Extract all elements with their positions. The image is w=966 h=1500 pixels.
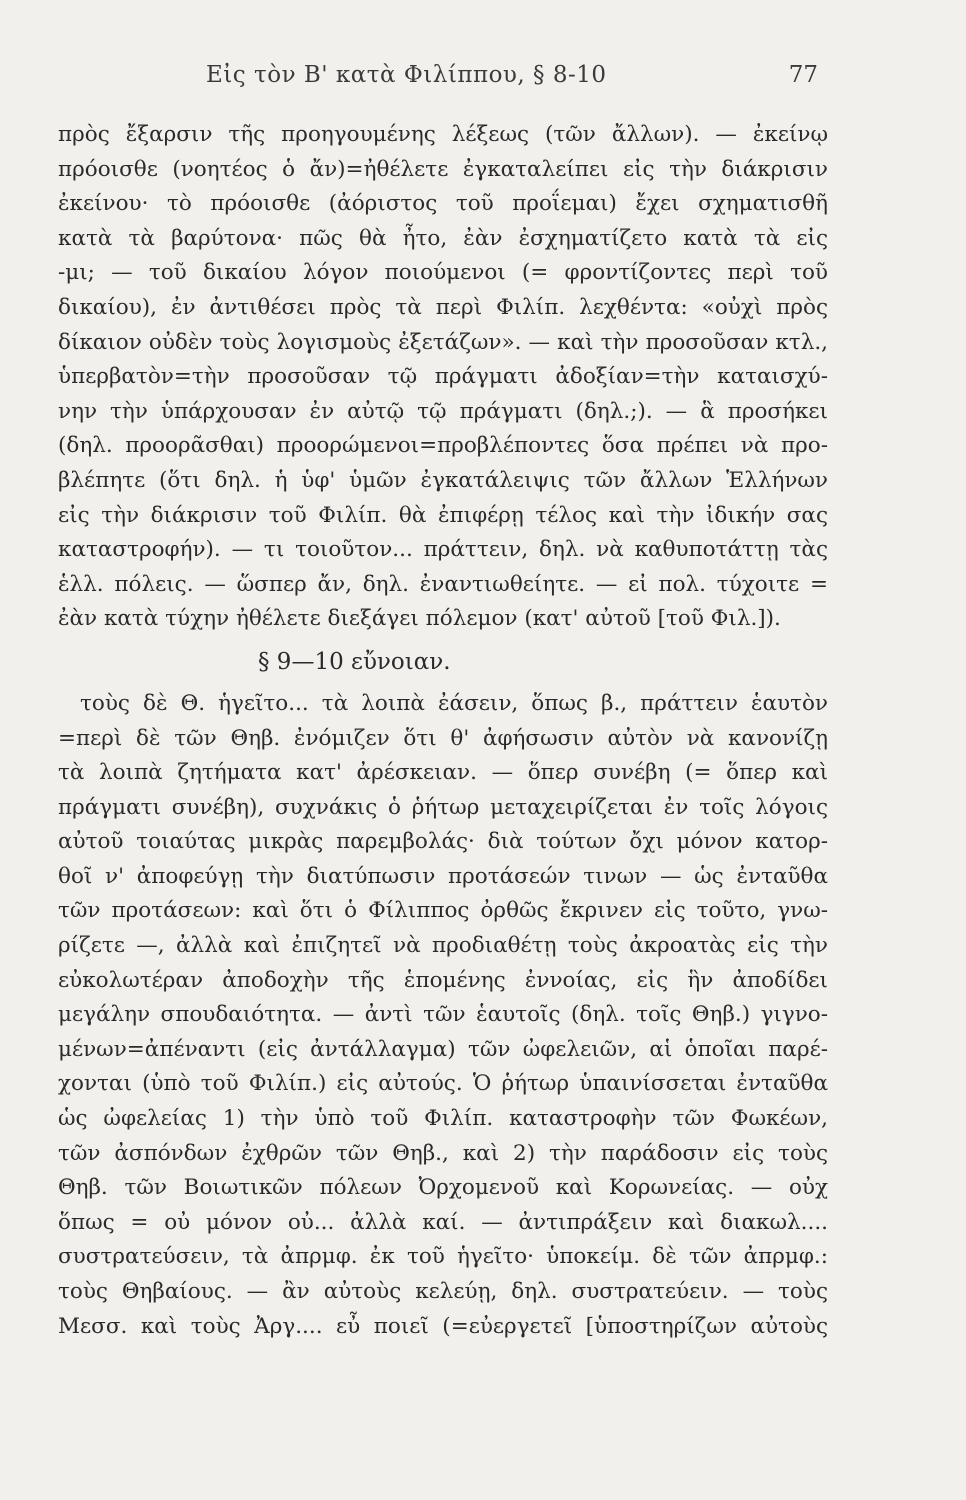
text-line: ὅπως = οὐ μόνον οὐ... ἀλλὰ καί. — ἀντιπράξειν καὶ διακωλ....	[58, 1209, 828, 1235]
text-line: τῶν προτάσεων: καὶ ὅτι ὁ Φίλιππος ὀρθῶς ἔκρινεν εἰς τοῦτο, γνω-	[58, 898, 828, 924]
page-number: 77	[788, 62, 818, 88]
text-line: δίκαιον οὐδὲν τοὺς λογισμοὺς ἐξετάζων». — καὶ τὴν προσοῦσαν κτλ.,	[58, 329, 828, 355]
text-line: χονται (ὑπὸ τοῦ Φιλίπ.) εἰς αὐτούς. Ὁ ῥήτωρ ὑπαινίσσεται ἐνταῦθα	[58, 1071, 828, 1097]
text-line: ἐκείνου· τὸ πρόοισθε (ἀόριστος τοῦ προΐεμαι) ἔχει σχηματισθῆ	[58, 191, 828, 217]
text-line: βλέπητε (ὅτι δηλ. ἡ ὑφ' ὑμῶν ἐγκατάλειψις τῶν ἄλλων Ἑλλήνων	[58, 467, 828, 493]
page	[58, 0, 828, 1500]
text-line: θοῖ ν' ἀποφεύγῃ τὴν διατύπωσιν προτάσεών τινων — ὡς ἐνταῦθα	[58, 863, 828, 889]
paragraph-1	[58, 118, 828, 637]
text-line: κατὰ τὰ βαρύτονα· πῶς θὰ ἦτο, ἐὰν ἐσχηματίζετο κατὰ τὰ εἰς	[58, 225, 828, 251]
text-line: τὰ λοιπὰ ζητήματα κατ' ἀρέσκειαν. — ὅπερ συνέβη (= ὅπερ καὶ	[58, 760, 828, 786]
text-line: πράγματι συνέβη), συχνάκις ὁ ῥήτωρ μεταχειρίζεται ἐν τοῖς λόγοις	[58, 794, 828, 820]
text-line: συστρατεύσειν, τὰ ἀπρμφ. ἐκ τοῦ ἡγεῖτο· ὑποκείμ. δὲ τῶν ἀπρμφ.:	[58, 1244, 828, 1270]
text-line: πρὸς ἔξαρσιν τῆς προηγουμένης λέξεως (τῶν ἄλλων). — ἐκείνῳ	[58, 122, 828, 147]
text-line: δικαίου), ἐν ἀντιθέσει πρὸς τὰ περὶ Φιλίπ. λεχθέντα: «οὐχὶ πρὸς	[58, 294, 828, 320]
text-line: τῶν ἀσπόνδων ἐχθρῶν τῶν Θηβ., καὶ 2) τὴν παράδοσιν εἰς τοὺς	[58, 1140, 828, 1166]
text-line: τοὺς δὲ Θ. ἡγεῖτο... τὰ λοιπὰ ἐάσειν, ὅπως β., πράττειν ἑαυτὸν	[80, 690, 828, 716]
section-heading: § 9—10 εὔνοιαν.	[258, 648, 451, 675]
text-line: ὑπερβατὸν=τὴν προσοῦσαν τῷ πράγματι ἀδοξίαν=τὴν καταισχύ-	[58, 364, 828, 390]
text-line: νην τὴν ὑπάρχουσαν ἐν αὐτῷ τῷ πράγματι (δηλ.;). — ἃ προσήκει	[58, 398, 828, 424]
text-line: -μι; — τοῦ δικαίου λόγον ποιούμενοι (= φροντίζοντες περὶ τοῦ	[58, 260, 828, 286]
text-line: αὐτοῦ τοιαύτας μικρὰς παρεμβολάς· διὰ τούτων ὄχι μόνον κατορ-	[58, 829, 828, 855]
text-line: (δηλ. προορᾶσθαι) προορώμενοι=προβλέποντες ὅσα πρέπει νὰ προ-	[58, 433, 828, 459]
text-line: Μεσσ. καὶ τοὺς Ἀργ.... εὖ ποιεῖ (=εὐεργετεῖ [ὑποστηρίζων αὐτοὺς	[58, 1313, 828, 1339]
text-line: μένων=ἀπέναντι (εἰς ἀντάλλαγμα) τῶν ὠφελειῶν, αἱ ὁποῖαι παρέ-	[58, 1036, 828, 1062]
text-line: ὡς ὠφελείας 1) τὴν ὑπὸ τοῦ Φιλίπ. καταστροφὴν τῶν Φωκέων,	[58, 1106, 828, 1132]
body-text	[58, 118, 828, 1344]
text-line: εὐκολωτέραν ἀποδοχὴν τῆς ἑπομένης ἐννοίας, εἰς ἣν ἀποδίδει	[58, 967, 828, 993]
text-line: εἰς τὴν διάκρισιν τοῦ Φιλίπ. θὰ ἐπιφέρῃ τέλος καὶ τὴν ἰδικήν σας	[58, 502, 828, 528]
text-line: ἑλλ. πόλεις. — ὥσπερ ἄν, δηλ. ἐναντιωθείητε. — εἰ πολ. τύχοιτε =	[58, 571, 828, 597]
text-line: =περὶ δὲ τῶν Θηβ. ἐνόμιζεν ὅτι θ' ἀφήσωσιν αὐτὸν νὰ κανονίζῃ	[58, 725, 828, 751]
text-line: τοὺς Θηβαίους. — ἂν αὐτοὺς κελεύῃ, δηλ. συστρατεύειν. — τοὺς	[58, 1279, 828, 1304]
page-header	[58, 62, 828, 96]
text-line: ρίζετε —, ἀλλὰ καὶ ἐπιζητεῖ νὰ προδιαθέτῃ τοὺς ἀκροατὰς εἰς τὴν	[58, 933, 828, 959]
text-line: ἐὰν κατὰ τύχην ἠθέλετε διεξάγει πόλεμον (κατ' αὐτοῦ [τοῦ Φιλ.]).	[58, 606, 781, 632]
text-line: καταστροφήν). — τι τοιοῦτον... πράττειν, δηλ. νὰ καθυποτάττῃ τὰς	[58, 537, 828, 563]
text-line: μεγάλην σπουδαιότητα. — ἀντὶ τῶν ἑαυτοῖς (δηλ. τοῖς Θηβ.) γιγνο-	[58, 1002, 828, 1028]
text-line: πρόοισθε (νοητέος ὁ ἄν)=ἠθέλετε ἐγκαταλείπει εἰς τὴν διάκρισιν	[58, 156, 828, 182]
running-head: Εἰς τὸν Β' κατὰ Φιλίππου, § 8-10	[206, 62, 607, 88]
text-line: Θηβ. τῶν Βοιωτικῶν πόλεων Ὀρχομενοῦ καὶ Κορωνείας. — οὐχ	[58, 1175, 828, 1201]
paragraph-2	[58, 687, 828, 1344]
